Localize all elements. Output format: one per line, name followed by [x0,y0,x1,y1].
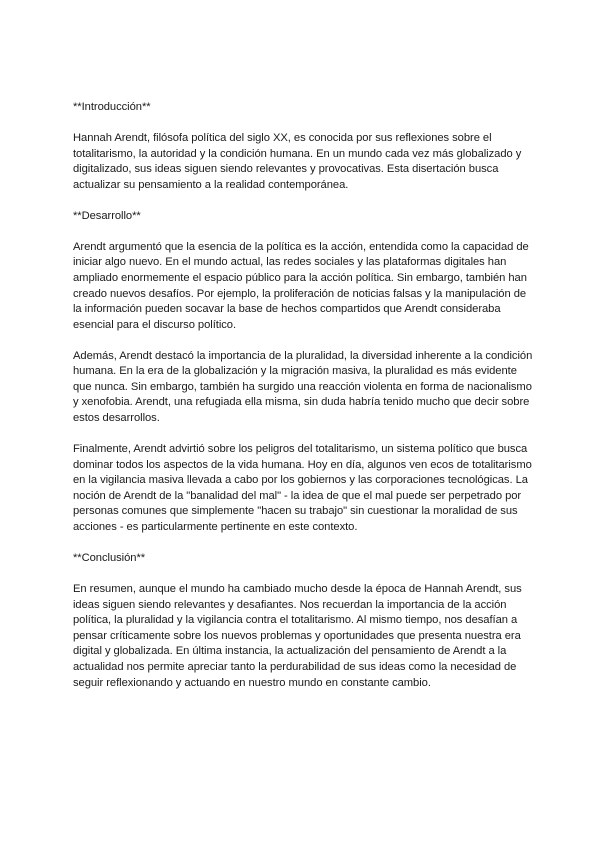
paragraph-development-action: Arendt argumentó que la esencia de la política es la acción, entendida como la capacidad de iniciar algo nuevo. En el mundo actual, las redes sociales y las plataformas digitales han ampliado enormemente el espacio público para la acción política. Sin embargo, también han creado nuevos desafíos. Por ejemplo, la proliferación de noticias falsas y la manipulación de la información pueden socavar la base de hechos compartidos que Arendt consideraba esencial para el discurso político. [73,240,529,331]
paragraph-development-plurality: Además, Arendt destacó la importancia de la pluralidad, la diversidad inherente a la condición humana. En la era de la globalización y la migración masiva, la pluralidad es más evidente que nunca. Sin embargo, también ha surgido una reacción violenta en forma de nacionalismo y xenofobia. Arendt, una refugiada ella misma, sin duda habría tenido mucho que decir sobre estos desarrollos. [73,349,533,425]
paragraph-introduction: Hannah Arendt, filósofa política del siglo XX, es conocida por sus reflexiones sobre el totalitarismo, la autoridad y la condición humana. En un mundo cada vez más globalizado y digitalizado, sus ideas siguen siendo relevantes y provocativas. Esta disertación busca actualizar su pensamiento a la realidad contemporánea. [73,131,522,191]
section-heading-conclusion: **Conclusión** [73,552,146,564]
section-heading-introduction: **Introducción** [73,101,151,113]
paragraph-conclusion: En resumen, aunque el mundo ha cambiado mucho desde la época de Hannah Arendt, sus ideas siguen siendo relevantes y desafiantes. Nos recuerdan la importancia de la acción política, la pluralidad y la vigilancia contra el totalitarismo. Al mismo tiempo, nos desafían a pensar críticamente sobre los nuevos problemas y oportunidades que presenta nuestra era digital y globalizada. En última instancia, la actualización del pensamiento de Arendt a la actualidad nos permite apreciar tanto la perdurabilidad de sus ideas como la necesidad de seguir reflexionando y actuando en nuestro mundo en constante cambio. [73,582,522,689]
document-body [73,100,533,707]
section-heading-development: **Desarrollo** [73,209,141,222]
paragraph-development-totalitarianism: Finalmente, Arendt advirtió sobre los peligros del totalitarismo, un sistema político que busca dominar todos los aspectos de la vida humana. Hoy en día, algunos ven ecos de totalitarismo en la vigilancia masiva llevada a cabo por los gobiernos y las corporaciones tecnológicas. La noción de Arendt de la "banalidad del mal" - la idea de que el mal puede ser perpetrado por personas comunes que simplemente "hacen su trabajo" sin cuestionar la moralidad de sus acciones - es particularmente pertinente en este contexto. [73,443,532,534]
